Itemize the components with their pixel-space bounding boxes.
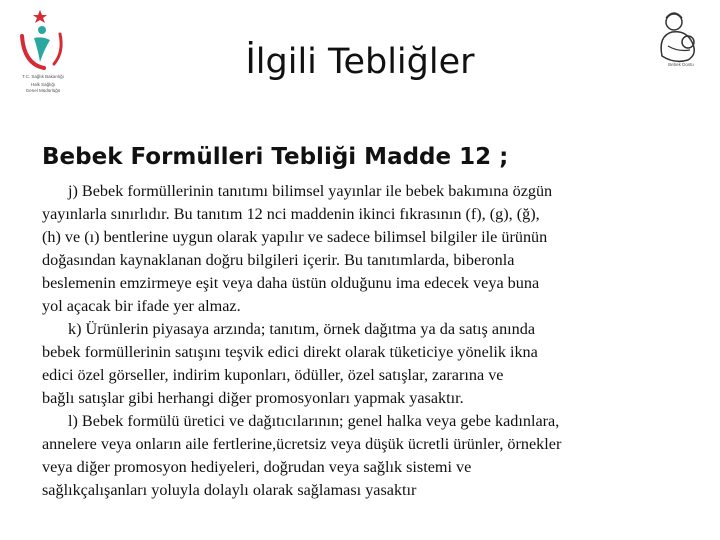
logo-right-label: Bebek Dostu	[668, 62, 694, 67]
logo-left-line-1: T.C. Sağlık Bakanlığı	[22, 74, 64, 79]
text-line: yayınlarla sınırlıdır. Bu tanıtım 12 nci maddenin ikinci fıkrasının (f), (g), (ğ),	[42, 205, 540, 223]
text-line: bebek formüllerinin satışını teşvik edici direkt olarak tüketiciye yönelik ikna	[42, 343, 538, 361]
text-line: sağlıkçalışanları yoluyla dolaylı olarak sağlaması yasaktır	[42, 481, 417, 499]
logo-left-line-3: Genel Müdürlüğü	[25, 88, 61, 93]
text-line: beslemenin emzirmeye eşit veya daha üstün olduğunu ima edecek veya buna	[42, 274, 540, 292]
text-line: bağlı satışlar gibi herhangi diğer promosyonları yapmak yasaktır.	[42, 389, 464, 407]
text-line: k) Ürünlerin piyasaya arzında; tanıtım, örnek dağıtma ya da satış anında	[68, 320, 536, 338]
section-heading: Bebek Formülleri Tebliği Madde 12 ;	[42, 144, 509, 170]
text-line: l) Bebek formülü üretici ve dağıtıcılarının; genel halka veya gebe kadınlara,	[68, 412, 560, 430]
text-line: yol açacak bir ifade yer almaz.	[42, 297, 241, 315]
text-line: veya diğer promosyon hediyeleri, doğrudan veya sağlık sistemi ve	[42, 458, 472, 476]
text-line: annelere veya onların aile fertlerine,ücretsiz veya düşük ücretli ürünler, örnekler	[42, 435, 562, 453]
page-title: İlgili Tebliğler	[245, 42, 475, 82]
text-line: (h) ve (ı) bentlerine uygun olarak yapılır ve sadece bilimsel bilgiler ile ürünün	[42, 228, 548, 246]
text-line: edici özel görseller, indirim kuponları, ödüller, özel satışlar, zararına ve	[42, 366, 504, 384]
regulation-text	[42, 180, 692, 502]
logo-left-line-2: Halk Sağlığı	[30, 82, 56, 87]
text-line: j) Bebek formüllerinin tanıtımı bilimsel yayınlar ile bebek bakımına özgün	[68, 182, 553, 200]
text-line: doğasından kaynaklanan doğru bilgileri içerir. Bu tanıtımlarda, biberonla	[42, 251, 515, 269]
